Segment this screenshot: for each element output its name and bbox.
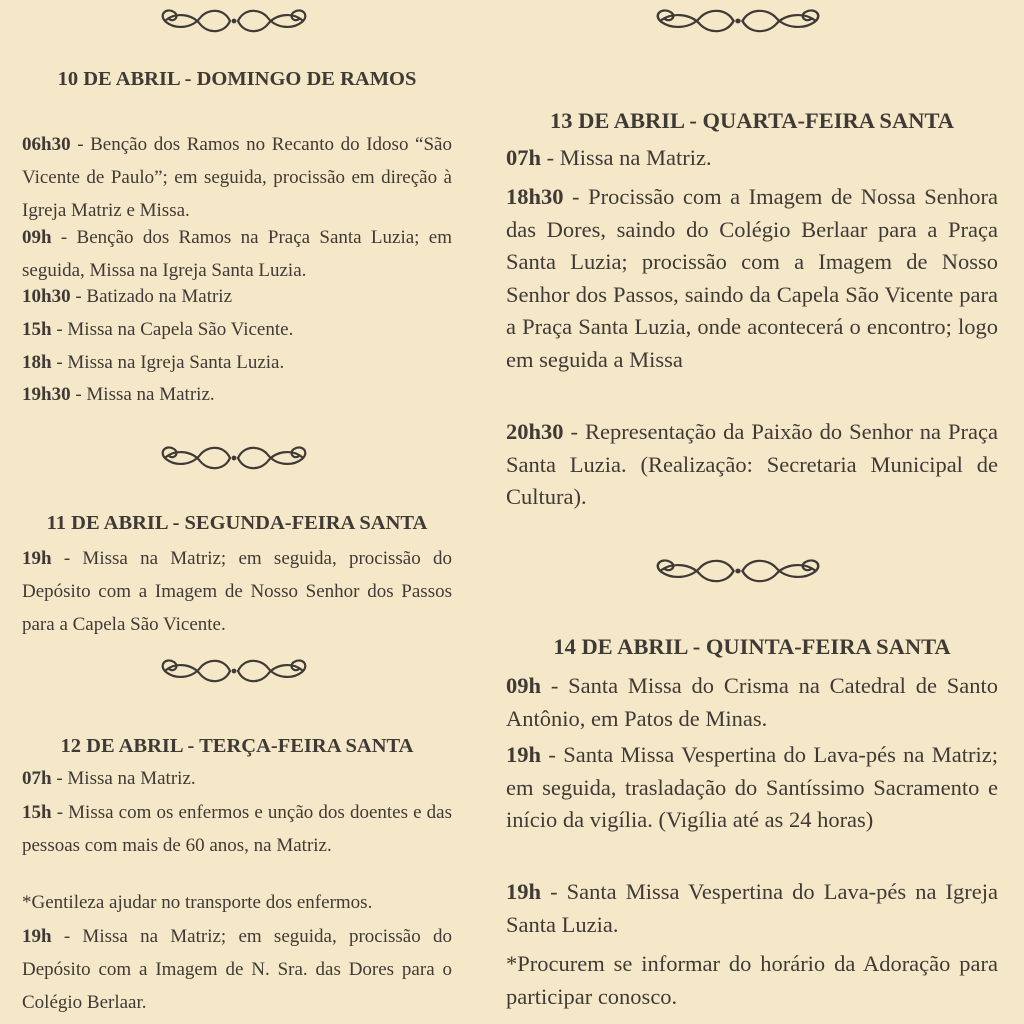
day-10-item-3 — [22, 280, 452, 313]
time-label: 18h — [22, 352, 52, 373]
day-11-item-1 — [22, 542, 452, 641]
day-12-item-4 — [22, 920, 452, 1019]
day-14-item-3 — [506, 876, 998, 941]
item-text: - Santa Missa Vespertina do Lava-pés na Igreja Santa Luzia. — [506, 879, 998, 937]
time-label: 06h30 — [22, 134, 71, 155]
time-label: 07h — [22, 768, 52, 789]
item-text: - Missa na Matriz. — [70, 384, 215, 405]
day-14-item-4 — [506, 948, 998, 1013]
day-14-item-2 — [506, 739, 998, 837]
item-text: - Procissão com a Imagem de Nossa Senhora das Dores, saindo do Colégio Berlaar para a Praça Santa Luzia; procissão com a Imagem de Nosso Senhor dos Passos, saindo da Capela São Vicente para a Praça Santa Luzia, onde acontecerá o encontro; logo em seguida a Missa — [506, 184, 998, 372]
day-12-item-1 — [22, 762, 452, 795]
item-text: - Missa com os enfermos e unção dos doentes e das pessoas com mais de 60 anos, na Matriz. — [22, 802, 452, 856]
time-label: 10h30 — [22, 286, 71, 307]
time-label: 15h — [22, 319, 52, 340]
day-10-item-1 — [22, 128, 452, 227]
day-10-title: 10 DE ABRIL - DOMINGO DE RAMOS — [57, 68, 417, 90]
time-label: 20h30 — [506, 419, 564, 444]
time-label: 19h — [22, 548, 52, 569]
time-label: 07h — [506, 145, 542, 170]
day-13-item-2 — [506, 181, 998, 377]
time-label: 09h — [22, 227, 52, 248]
scroll-flourish-icon — [154, 654, 314, 688]
day-13-title: 13 DE ABRIL - QUARTA-FEIRA SANTA — [549, 108, 955, 133]
item-text: - Batizado na Matriz — [70, 286, 233, 307]
day-13-item-3 — [506, 416, 998, 514]
day-11-title: 11 DE ABRIL - SEGUNDA-FEIRA SANTA — [46, 512, 428, 534]
day-14-item-1 — [506, 670, 998, 735]
item-text: - Missa na Igreja Santa Luzia. — [51, 352, 285, 373]
item-text: - Santa Missa do Crisma na Catedral de Santo Antônio, em Patos de Minas. — [506, 673, 998, 731]
time-label: 19h — [506, 742, 542, 767]
time-label: 09h — [506, 673, 542, 698]
day-12-item-2 — [22, 796, 452, 862]
item-text: - Benção dos Ramos no Recanto do Idoso “São Vicente de Paulo”; em seguida, procissão em direção à Igreja Matriz e Missa. — [22, 134, 452, 221]
day-10-item-5 — [22, 346, 452, 379]
item-text: - Missa na Matriz. — [51, 768, 196, 789]
time-label: 15h — [22, 802, 52, 823]
time-label: 18h30 — [506, 184, 564, 209]
item-text: *Gentileza ajudar no transporte dos enfermos. — [22, 892, 373, 913]
item-text: - Benção dos Ramos na Praça Santa Luzia; em seguida, Missa na Igreja Santa Luzia. — [22, 227, 452, 281]
item-text: - Missa na Matriz. — [541, 145, 712, 170]
item-text: *Procurem se informar do horário da Adoração para participar conosco. — [506, 951, 998, 1009]
item-text: - Missa na Matriz; em seguida, procissão do Depósito com a Imagem de Nosso Senhor dos Passos para a Capela São Vicente. — [22, 548, 452, 635]
time-label: 19h — [22, 926, 52, 947]
day-13-item-1 — [506, 142, 998, 175]
item-text: - Santa Missa Vespertina do Lava-pés na Matriz; em seguida, trasladação do Santíssimo Sacramento e início da vigília. (Vigília até as 24 horas) — [506, 742, 998, 833]
time-label: 19h30 — [22, 384, 71, 405]
scroll-flourish-icon — [648, 554, 828, 588]
item-text: - Representação da Paixão do Senhor na Praça Santa Luzia. (Realização: Secretaria Municipal de Cultura). — [506, 419, 998, 510]
scroll-flourish-icon — [648, 4, 828, 38]
item-text: - Missa na Capela São Vicente. — [51, 319, 294, 340]
time-label: 19h — [506, 879, 542, 904]
day-10-item-2 — [22, 221, 452, 287]
scroll-flourish-icon — [154, 4, 314, 38]
day-10-item-6 — [22, 378, 452, 411]
scroll-flourish-icon — [154, 441, 314, 475]
item-text: - Missa na Matriz; em seguida, procissão do Depósito com a Imagem de N. Sra. das Dores para o Colégio Berlaar. — [22, 926, 452, 1013]
day-12-item-3 — [22, 886, 452, 919]
day-12-title: 12 DE ABRIL - TERÇA-FEIRA SANTA — [60, 735, 414, 757]
day-10-item-4 — [22, 313, 452, 346]
day-14-title: 14 DE ABRIL - QUINTA-FEIRA SANTA — [553, 634, 951, 659]
